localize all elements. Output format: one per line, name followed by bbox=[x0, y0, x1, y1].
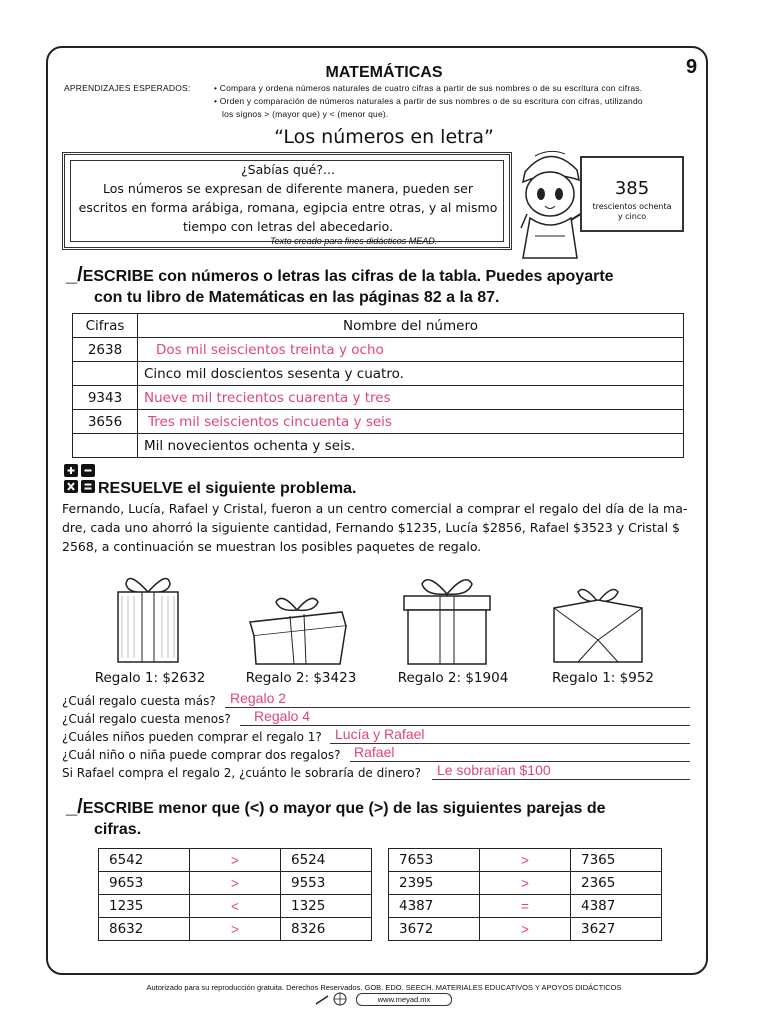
question-4: ¿Cuál niño o niña puede comprar dos regalos? bbox=[62, 748, 341, 762]
section3-heading bbox=[66, 796, 606, 820]
gift-1-icon bbox=[108, 566, 188, 666]
number-cell: 8632 bbox=[99, 918, 190, 941]
table-row bbox=[73, 338, 684, 362]
answer-5[interactable]: Le sobrarían $100 bbox=[437, 762, 551, 778]
nombre-cell[interactable]: Nueve mil trecientos cuarenta y tres bbox=[138, 386, 684, 410]
sign-cell[interactable]: > bbox=[480, 872, 571, 895]
sign-cell[interactable]: < bbox=[190, 895, 281, 918]
table-header-row bbox=[73, 314, 684, 338]
number-cell: 3627 bbox=[571, 918, 662, 941]
number-cell: 8326 bbox=[281, 918, 372, 941]
question-5: Si Rafael compra el regalo 2, ¿cuánto le sobraría de dinero? bbox=[62, 766, 421, 780]
section1-heading bbox=[66, 264, 614, 288]
numbers-table bbox=[72, 313, 684, 458]
table-row bbox=[73, 410, 684, 434]
info-line-1: Los números se expresan de diferente manera, pueden ser bbox=[103, 181, 473, 196]
number-cell: 6542 bbox=[99, 849, 190, 872]
page-title: MATEMÁTICAS bbox=[325, 64, 443, 81]
sign-cell[interactable]: > bbox=[480, 918, 571, 941]
nombre-cell[interactable]: Cinco mil doscientos sesenta y cuatro. bbox=[138, 362, 684, 386]
nombre-cell[interactable]: Mil novecientos ochenta y seis. bbox=[138, 434, 684, 458]
gift-4-icon bbox=[548, 580, 648, 666]
footer-text: Autorizado para su reproducción gratuita. Derechos Reservados. GOB. EDO. SEECH. MATERIALES EDUCATIVOS Y APOYOS DIDÁCTICOS bbox=[146, 983, 622, 992]
problem-line-1: Fernando, Lucía, Rafael y Cristal, fueron a un centro comercial a comprar el regalo del día de la ma- bbox=[62, 501, 688, 516]
info-line-3: tiempo con letras del abecedario. bbox=[182, 219, 394, 234]
gift-4-label: Regalo 1: $952 bbox=[551, 670, 654, 686]
table-row bbox=[99, 918, 372, 941]
col-nombre: Nombre del número bbox=[138, 314, 684, 338]
table-row bbox=[73, 434, 684, 458]
number-cell: 7365 bbox=[571, 849, 662, 872]
sign-cell[interactable]: > bbox=[480, 849, 571, 872]
gift-3-icon bbox=[400, 572, 494, 666]
gift-1-label: Regalo 1: $2632 bbox=[94, 670, 206, 686]
info-credit: Texto creado para fines didácticos MEAD. bbox=[270, 236, 438, 246]
table-row bbox=[389, 918, 662, 941]
section2-verb: RESUELVE bbox=[98, 480, 184, 497]
answer-2[interactable]: Regalo 4 bbox=[254, 708, 311, 724]
cifra-cell[interactable]: 9343 bbox=[73, 386, 138, 410]
problem-line-2: dre, cada uno ahorró la siguiente cantidad, Fernando $1235, Lucía $2856, Rafael $3523 y Cristal $ bbox=[62, 520, 680, 535]
table-row bbox=[73, 362, 684, 386]
table-row bbox=[99, 849, 372, 872]
number-cell: 6524 bbox=[281, 849, 372, 872]
col-cifras: Cifras bbox=[73, 314, 138, 338]
number-cell: 2395 bbox=[389, 872, 480, 895]
section1-line1: con números o letras las cifras de la tabla. Puedes apoyarte bbox=[153, 268, 614, 285]
nombre-cell[interactable]: Tres mil seiscientos cincuenta y seis bbox=[138, 410, 684, 434]
gift-2-icon bbox=[242, 590, 352, 666]
aprendizaje-2: • Orden y comparación de números naturales a partir de sus nombres o de su escritura con cifras, utilizando bbox=[214, 96, 643, 106]
section3-verb: ESCRIBE bbox=[82, 800, 154, 817]
pencil-icon: _/ bbox=[66, 796, 83, 818]
table-row bbox=[389, 849, 662, 872]
board-number: 385 bbox=[614, 178, 650, 199]
table-row bbox=[389, 895, 662, 918]
table-row bbox=[389, 872, 662, 895]
answer-4[interactable]: Rafael bbox=[354, 744, 395, 760]
page-number: 9 bbox=[686, 56, 698, 78]
number-cell: 3672 bbox=[389, 918, 480, 941]
number-cell: 9553 bbox=[281, 872, 372, 895]
question-3: ¿Cuáles niños pueden comprar el regalo 1? bbox=[62, 730, 322, 744]
aprendizajes-label: APRENDIZAJES ESPERADOS: bbox=[64, 83, 191, 93]
answer-3[interactable]: Lucía y Rafael bbox=[335, 726, 425, 742]
problem-line-3: 2568, a continuación se muestran los posibles paquetes de regalo. bbox=[62, 539, 482, 554]
aprendizaje-1: • Compara y ordena números naturales de cuatro cifras a partir de sus nombres o de su escritura con cifras. bbox=[214, 83, 643, 93]
board-words: trescientos ochenta y cinco bbox=[592, 202, 672, 221]
cifra-cell[interactable]: 2638 bbox=[73, 338, 138, 362]
cifra-cell[interactable] bbox=[73, 362, 138, 386]
number-cell: 1235 bbox=[99, 895, 190, 918]
number-cell: 4387 bbox=[389, 895, 480, 918]
compare-table-right bbox=[388, 848, 662, 941]
sign-cell[interactable]: > bbox=[190, 872, 281, 895]
table-row bbox=[99, 872, 372, 895]
sign-cell[interactable]: = bbox=[480, 895, 571, 918]
compare-table-left bbox=[98, 848, 372, 941]
info-question: ¿Sabías qué?... bbox=[241, 162, 335, 177]
number-cell: 1325 bbox=[281, 895, 372, 918]
sign-cell[interactable]: > bbox=[190, 849, 281, 872]
cifra-cell[interactable]: 3656 bbox=[73, 410, 138, 434]
nombre-cell[interactable]: Dos mil seiscientos treinta y ocho bbox=[138, 338, 684, 362]
table-row bbox=[73, 386, 684, 410]
answer-line-2 bbox=[240, 725, 690, 726]
section2-heading bbox=[98, 478, 356, 500]
answer-line-5 bbox=[432, 779, 690, 780]
number-cell: 7653 bbox=[389, 849, 480, 872]
table-row bbox=[99, 895, 372, 918]
sign-cell[interactable]: > bbox=[190, 918, 281, 941]
section1-verb: ESCRIBE bbox=[82, 268, 154, 285]
section3-line2: cifras. bbox=[94, 821, 142, 838]
gift-2-label: Regalo 2: $3423 bbox=[245, 670, 357, 686]
number-board bbox=[580, 156, 684, 232]
gift-3-label: Regalo 2: $1904 bbox=[397, 670, 509, 686]
pencil-icon: _/ bbox=[66, 264, 83, 286]
number-cell: 9653 bbox=[99, 872, 190, 895]
calculator-icon bbox=[63, 463, 97, 495]
lesson-subtitle: “Los números en letra” bbox=[274, 126, 494, 148]
section2-rest: el siguiente problema. bbox=[183, 480, 357, 497]
question-2: ¿Cuál regalo cuesta menos? bbox=[62, 712, 231, 726]
globe-icon bbox=[314, 992, 354, 1006]
aprendizaje-3: los signos > (mayor que) y < (menor que). bbox=[222, 109, 389, 119]
section3-line1: menor que (<) o mayor que (>) de las siguientes parejas de bbox=[153, 800, 606, 817]
website-link[interactable]: www.meyad.mx bbox=[356, 993, 452, 1006]
section1-line2: con tu libro de Matemáticas en las páginas 82 a la 87. bbox=[94, 289, 500, 306]
info-line-2: escritos en forma arábiga, romana, egipcia entre otras, y al mismo bbox=[78, 200, 498, 215]
answer-1[interactable]: Regalo 2 bbox=[230, 690, 287, 706]
question-1: ¿Cuál regalo cuesta más? bbox=[62, 694, 216, 708]
cifra-cell[interactable] bbox=[73, 434, 138, 458]
number-cell: 4387 bbox=[571, 895, 662, 918]
number-cell: 2365 bbox=[571, 872, 662, 895]
